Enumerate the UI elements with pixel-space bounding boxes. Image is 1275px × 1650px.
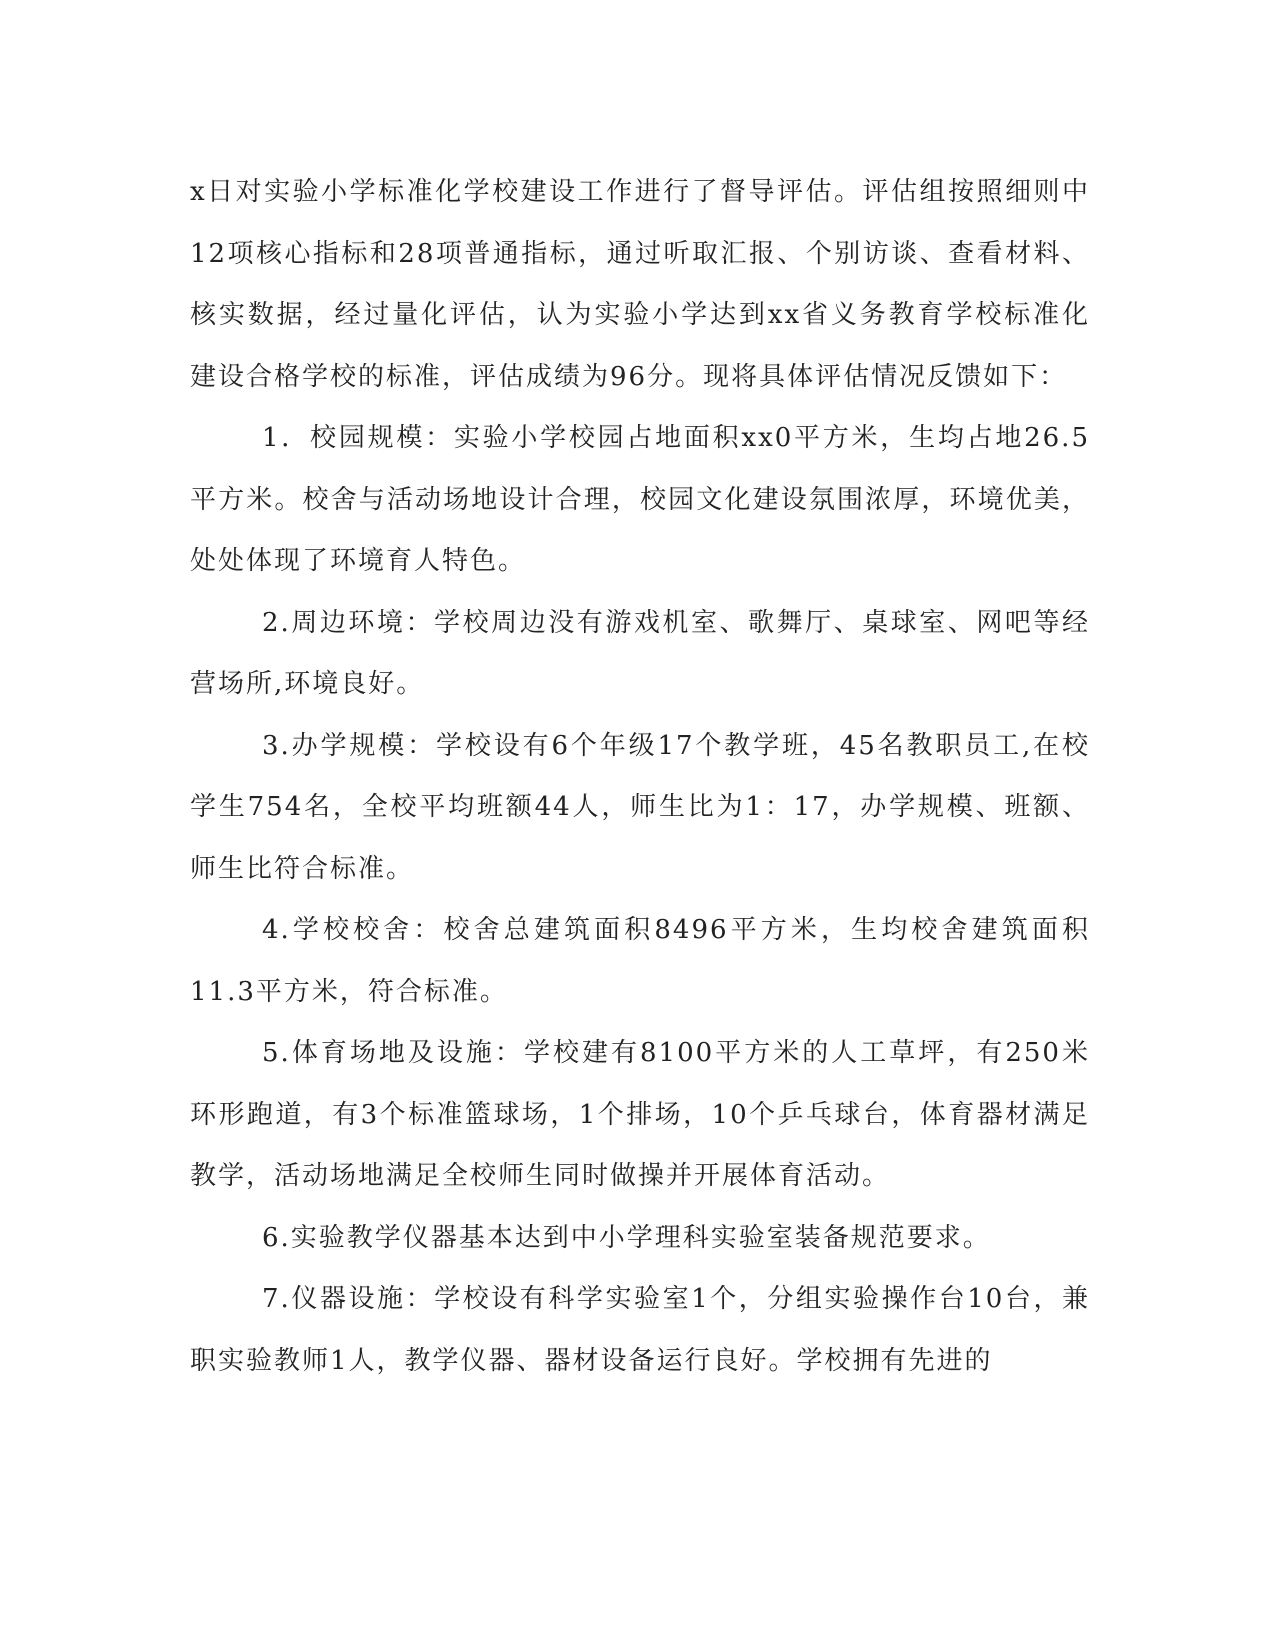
paragraph-campus-scale: 1．校园规模：实验小学校园占地面积xx0平方米，生均占地26.5平方米。校舍与活动场地设计合理，校园文化建设氛围浓厚，环境优美，处处体现了环境育人特色。 — [190, 423, 1090, 576]
paragraph-instrument-facilities: 7.仪器设施：学校设有科学实验室1个，分组实验操作台10台，兼职实验教师1人，教学仪器、器材设备运行良好。学校拥有先进的 — [190, 1284, 1090, 1376]
paragraph-intro: x日对实验小学标准化学校建设工作进行了督导评估。评估组按照细则中12项核心指标和28项普通指标，通过听取汇报、个别访谈、查看材料、核实数据，经过量化评估，认为实验小学达到xx省义务教育学校标准化建设合格学校的标准，评估成绩为96分。现将具体评估情况反馈如下： — [190, 177, 1090, 392]
paragraph-surroundings: 2.周边环境：学校周边没有游戏机室、歌舞厅、桌球室、网吧等经营场所,环境良好。 — [190, 607, 1090, 699]
paragraph-lab-instruments: 6.实验教学仪器基本达到中小学理科实验室装备规范要求。 — [262, 1222, 991, 1253]
paragraph-school-scale: 3.办学规模：学校设有6个年级17个教学班，45名教职员工,在校学生754名，全校平均班额44人，师生比为1：17，办学规模、班额、师生比符合标准。 — [190, 730, 1090, 884]
paragraph-sports-facilities: 5.体育场地及设施：学校建有8100平方米的人工草坪，有250米环形跑道，有3个标准篮球场，1个排场，10个乒乓球台，体育器材满足教学，活动场地满足全校师生同时做操并开展体育活动。 — [190, 1038, 1090, 1191]
document-body — [190, 162, 1090, 1392]
paragraph-school-buildings: 4.学校校舍：校舍总建筑面积8496平方米，生均校舍建筑面积11.3平方米，符合标准。 — [190, 915, 1090, 1007]
